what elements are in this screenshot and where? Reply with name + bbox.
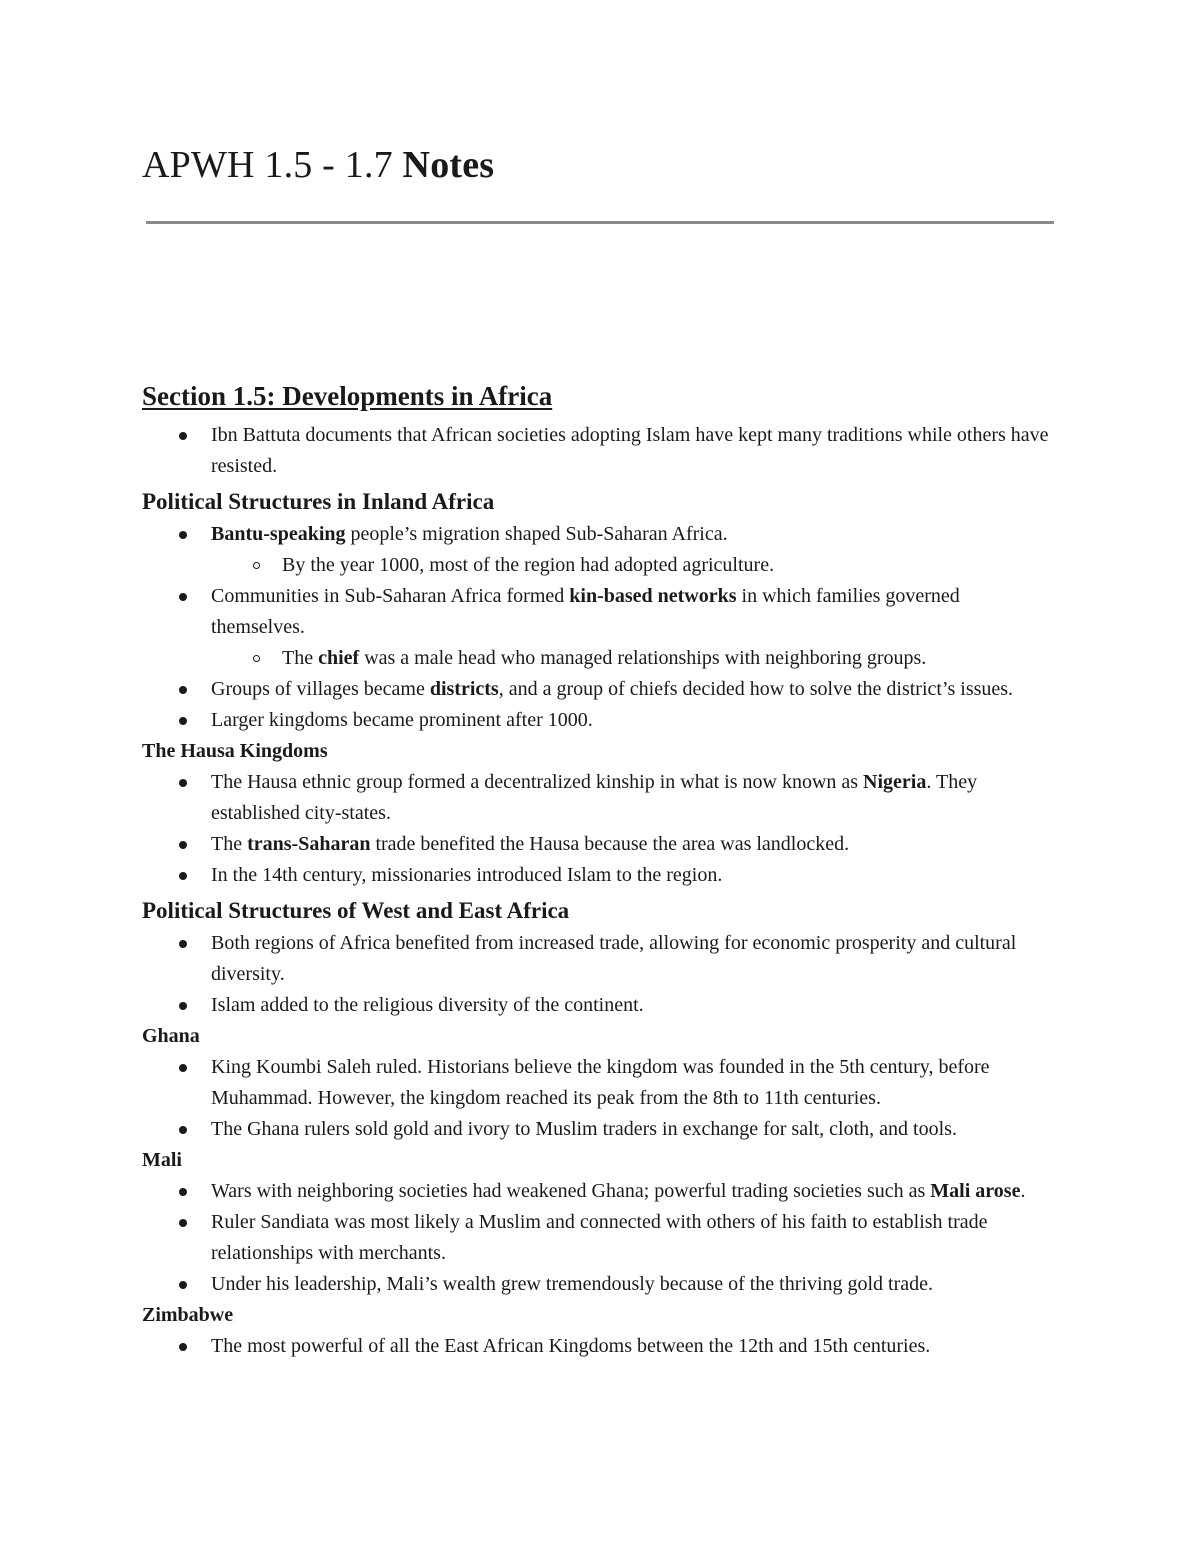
ghana-list [142, 1052, 1054, 1145]
list-item [142, 1114, 1054, 1145]
list-item-text: Ruler Sandiata was most likely a Muslim and connected with others of his faith to establish trade relationships with merchants. [211, 1211, 988, 1264]
inland-list [142, 519, 1054, 736]
list-item [142, 829, 1054, 860]
sub-list-item-text: The [282, 647, 319, 669]
list-item [142, 674, 1054, 705]
list-item [142, 705, 1054, 736]
heading-mali: Mali [142, 1149, 182, 1171]
bold-term: Bantu-speaking [211, 523, 346, 545]
list-item-text: The most powerful of all the East African Kingdoms between the 12th and 15th centuries. [211, 1335, 931, 1357]
sub-list-item [211, 550, 1054, 581]
bullet-icon [179, 432, 187, 440]
hausa-list [142, 767, 1054, 891]
sub-list-item-text: was a male head who managed relationships with neighboring groups. [359, 647, 927, 669]
list-item [142, 990, 1054, 1021]
list-item-text: In the 14th century, missionaries introduced Islam to the region. [211, 864, 723, 886]
bullet-icon [179, 940, 187, 948]
bold-term: kin-based networks [569, 585, 737, 607]
horizontal-rule [146, 221, 1054, 224]
sub-list-item-text: By the year 1000, most of the region had adopted agriculture. [282, 554, 775, 576]
zimbabwe-list [142, 1331, 1054, 1362]
bullet-icon [179, 1064, 187, 1072]
bold-term: Nigeria [863, 771, 927, 793]
section-content [142, 420, 1054, 1362]
document-title-bold: Notes [402, 144, 495, 186]
heading-ghana: Ghana [142, 1025, 200, 1047]
west-east-list [142, 928, 1054, 1021]
list-item-text: Ibn Battuta documents that African societies adopting Islam have kept many traditions while others have resisted. [211, 424, 1049, 477]
bullet-icon [179, 872, 187, 880]
list-item-text: The Ghana rulers sold gold and ivory to Muslim traders in exchange for salt, cloth, and tools. [211, 1118, 957, 1140]
list-item [142, 860, 1054, 891]
hollow-bullet-icon [253, 562, 260, 569]
list-item [142, 1176, 1054, 1207]
section-title: Section 1.5: Developments in Africa [142, 381, 553, 411]
sub-list-item [211, 643, 1054, 674]
list-item [142, 928, 1054, 990]
bullet-icon [179, 779, 187, 787]
heading-hausa-kingdoms: The Hausa Kingdoms [142, 740, 328, 762]
document-title [142, 140, 1054, 190]
list-item-text: Islam added to the religious diversity of the continent. [211, 994, 644, 1016]
list-item-text: . They established city-states. [211, 771, 978, 824]
bullet-icon [179, 686, 187, 694]
list-item-text: Wars with neighboring societies had weakened Ghana; powerful trading societies such as [211, 1180, 931, 1202]
bullet-icon [179, 531, 187, 539]
list-item [142, 519, 1054, 581]
bold-term: districts [429, 678, 499, 700]
list-item [142, 1207, 1054, 1269]
document-page [142, 140, 1054, 1357]
list-item-text: Both regions of Africa benefited from increased trade, allowing for economic prosperity and cultural diversity. [211, 932, 1017, 985]
bold-term: trans-Saharan [247, 833, 371, 855]
bullet-icon [179, 1219, 187, 1227]
list-item [142, 1269, 1054, 1300]
hollow-bullet-icon [253, 655, 260, 662]
bold-term: Mali arose [930, 1180, 1021, 1202]
list-item-text: trade benefited the Hausa because the area was landlocked. [370, 833, 850, 855]
bullet-icon [179, 1343, 187, 1351]
bullet-icon [179, 1126, 187, 1134]
list-item [142, 767, 1054, 829]
heading-west-east-africa: Political Structures of West and East Africa [142, 898, 570, 923]
list-item-text: Communities in Sub-Saharan Africa formed [211, 585, 570, 607]
list-item [142, 1331, 1054, 1362]
bullet-icon [179, 1002, 187, 1010]
list-item [142, 581, 1054, 674]
list-item-text: . [1020, 1180, 1026, 1202]
list-item-text: King Koumbi Saleh ruled. Historians believe the kingdom was founded in the 5th century, before Muhammad. However, the kingdom reached its peak from the 8th to 11th centuries. [211, 1056, 990, 1109]
mali-list [142, 1176, 1054, 1300]
bullet-icon [179, 1188, 187, 1196]
list-item-text: Groups of villages became [211, 678, 430, 700]
bullet-icon [179, 593, 187, 601]
list-item-text: Under his leadership, Mali’s wealth grew tremendously because of the thriving gold trade. [211, 1273, 934, 1295]
bullet-icon [179, 841, 187, 849]
bullet-icon [179, 717, 187, 725]
list-item-text: in which families governed themselves. [211, 585, 960, 638]
bold-term: chief [318, 647, 360, 669]
list-item-text: The Hausa ethnic group formed a decentralized kinship in what is now known as [211, 771, 864, 793]
intro-list [142, 420, 1054, 482]
heading-inland-africa: Political Structures in Inland Africa [142, 489, 495, 514]
list-item-text: , and a group of chiefs decided how to solve the district’s issues. [498, 678, 1014, 700]
list-item [142, 1052, 1054, 1114]
sub-list [211, 550, 1054, 581]
bullet-icon [179, 1281, 187, 1289]
list-item-text: Larger kingdoms became prominent after 1000. [211, 709, 593, 731]
list-item-text: The [211, 833, 248, 855]
list-item [142, 420, 1054, 482]
sub-list [211, 643, 1054, 674]
list-item-text: people’s migration shaped Sub-Saharan Africa. [345, 523, 728, 545]
heading-zimbabwe: Zimbabwe [142, 1304, 234, 1326]
document-title-plain: APWH 1.5 - 1.7 [142, 144, 403, 186]
